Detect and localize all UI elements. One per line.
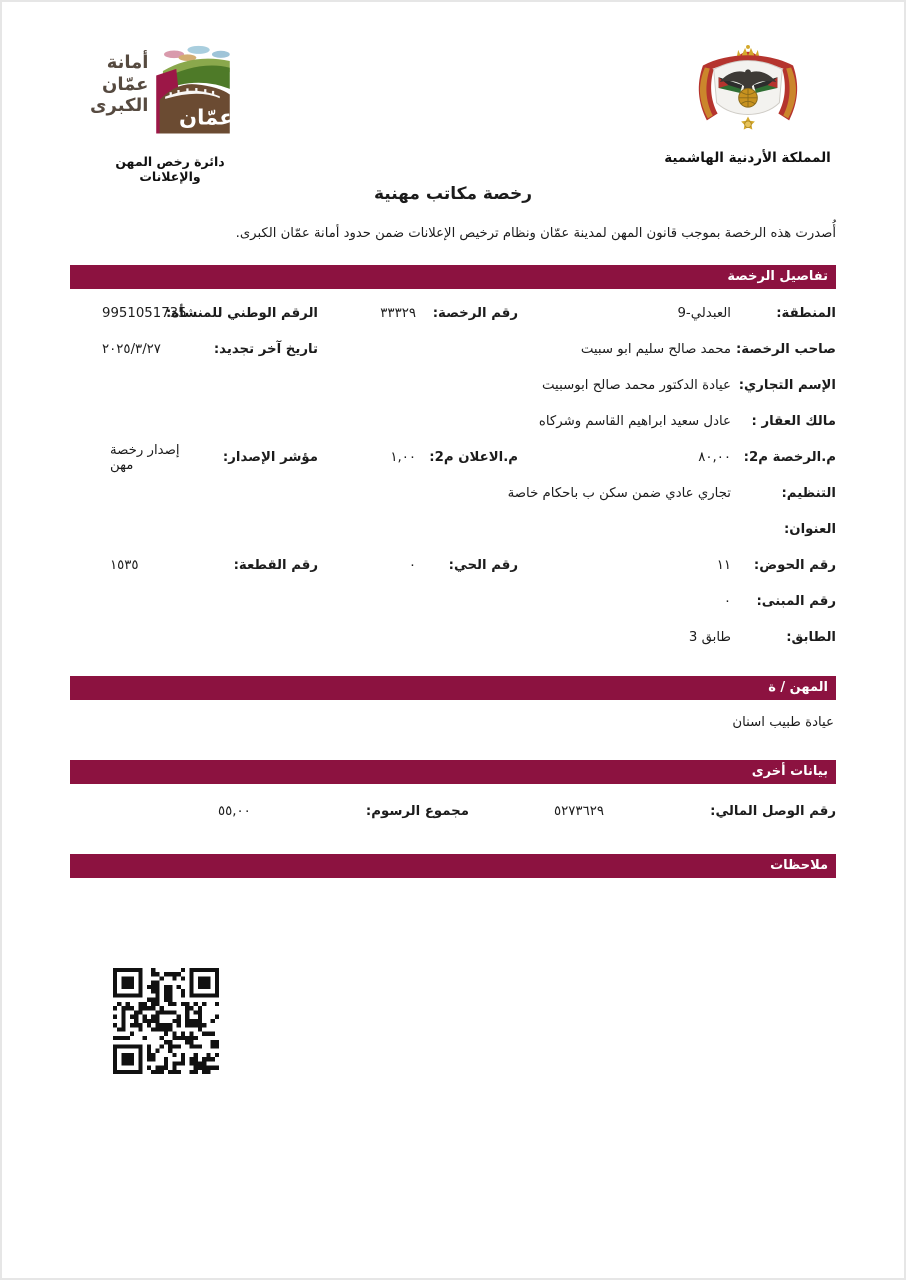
- section-bar-notes: ملاحظات: [70, 854, 836, 878]
- gam-logo-line1: أمانة: [106, 52, 149, 73]
- department-name: دائرة رخص المهن والإعلانات: [115, 154, 225, 184]
- license-no-label: رقم الرخصة:: [432, 306, 518, 322]
- details-row: [70, 512, 836, 548]
- region-label: المنطقة:: [776, 306, 836, 322]
- property-owner-value: عادل سعيد ابراهيم القاسم وشركاه: [538, 414, 731, 430]
- document-header: [2, 2, 904, 184]
- national-no-label: الرقم الوطني للمنشأة:: [166, 306, 318, 322]
- issue-indicator-label: مؤشر الإصدار:: [222, 450, 318, 466]
- details-row: [70, 584, 836, 620]
- jordan-coat-of-arms-icon: [689, 123, 807, 142]
- other-data-row: [70, 784, 836, 834]
- trade-name-label: الإسم التجاري:: [738, 378, 836, 394]
- owner-label: صاحب الرخصة:: [735, 342, 836, 358]
- gam-logo: [90, 44, 250, 140]
- details-row: [70, 332, 836, 368]
- svg-text:عمّان: عمّان: [179, 104, 233, 130]
- basin-label: رقم الحوض:: [753, 558, 836, 574]
- qr-code: [113, 968, 219, 1074]
- district-label: رقم الحي:: [448, 558, 518, 574]
- document-title: رخصة مكاتب مهنية: [373, 184, 533, 204]
- license-area-value: ٨٠,٠٠: [698, 450, 731, 466]
- district-value: ٠: [408, 558, 416, 574]
- basin-value: ١١: [716, 558, 731, 574]
- section-bar-other-data: بيانات أخرى: [70, 760, 836, 784]
- details-row: [70, 404, 836, 440]
- details-row: [70, 440, 836, 476]
- floor-value: طابق 3: [688, 630, 731, 646]
- total-fees-value: ٥٥,٠٠: [218, 804, 251, 820]
- property-owner-label: مالك العقار :: [751, 414, 836, 430]
- kingdom-name: المملكة الأردنية الهاشمية: [664, 150, 831, 166]
- floor-label: الطابق:: [786, 630, 836, 646]
- gam-logo-line2: عمّان: [101, 73, 149, 95]
- zoning-value: تجاري عادي ضمن سكن ب باحكام خاصة: [507, 486, 731, 502]
- address-label: العنوان:: [783, 522, 836, 538]
- intro-text: أُصدرت هذه الرخصة بموجب قانون المهن لمدينة عمّان ونظام ترخيص الإعلانات ضمن حدود أمانة عمّان الكبرى.: [235, 226, 836, 241]
- section-bar-license-details: تفاصيل الرخصة: [70, 265, 836, 289]
- section-bar-professions: المهن / ة: [70, 676, 836, 700]
- gam-hills-icon: [154, 44, 232, 140]
- details-row: [70, 620, 836, 656]
- ad-area-value: ١,٠٠: [390, 450, 416, 466]
- last-renewal-value: ٢٠٢٥/٣/٢٧: [102, 342, 161, 358]
- details-row: [70, 548, 836, 584]
- details-row: [70, 296, 836, 332]
- trade-name-value: عيادة الدكتور محمد صالح ابوسبيت: [542, 378, 731, 394]
- ad-area-label: م.الاعلان م2:: [429, 450, 518, 466]
- last-renewal-label: تاريخ آخر تجديد:: [213, 342, 318, 358]
- parcel-label: رقم القطعة:: [233, 558, 318, 574]
- license-area-label: م.الرخصة م2:: [743, 450, 836, 466]
- details-row: [70, 476, 836, 512]
- building-value: ٠: [723, 594, 731, 610]
- issue-indicator-value: إصدار رخصة مهن: [110, 442, 180, 473]
- receipt-no-value: ٥٢٧٣٦٢٩: [554, 804, 604, 820]
- gam-logo-text: [90, 44, 148, 117]
- region-value: العبدلي-9: [677, 306, 731, 322]
- total-fees-label: مجموع الرسوم:: [365, 804, 469, 820]
- profession-item: عيادة طبيب اسنان: [732, 714, 834, 730]
- zoning-label: التنظيم:: [781, 486, 836, 502]
- receipt-no-label: رقم الوصل المالي:: [710, 804, 836, 820]
- kingdom-block: [655, 42, 840, 166]
- national-no-value: 9951051735: [102, 306, 187, 322]
- details-rows: [70, 289, 836, 656]
- gam-municipality-block: [90, 44, 250, 184]
- license-no-value: ٣٣٣٢٩: [380, 306, 416, 322]
- gam-logo-line3: الكبرى: [90, 95, 149, 117]
- details-row: [70, 368, 836, 404]
- owner-value: محمد صالح سليم ابو سبيت: [580, 342, 731, 358]
- building-label: رقم المبنى:: [756, 594, 836, 610]
- content-area: [70, 265, 836, 878]
- parcel-value: ١٥٣٥: [110, 558, 139, 574]
